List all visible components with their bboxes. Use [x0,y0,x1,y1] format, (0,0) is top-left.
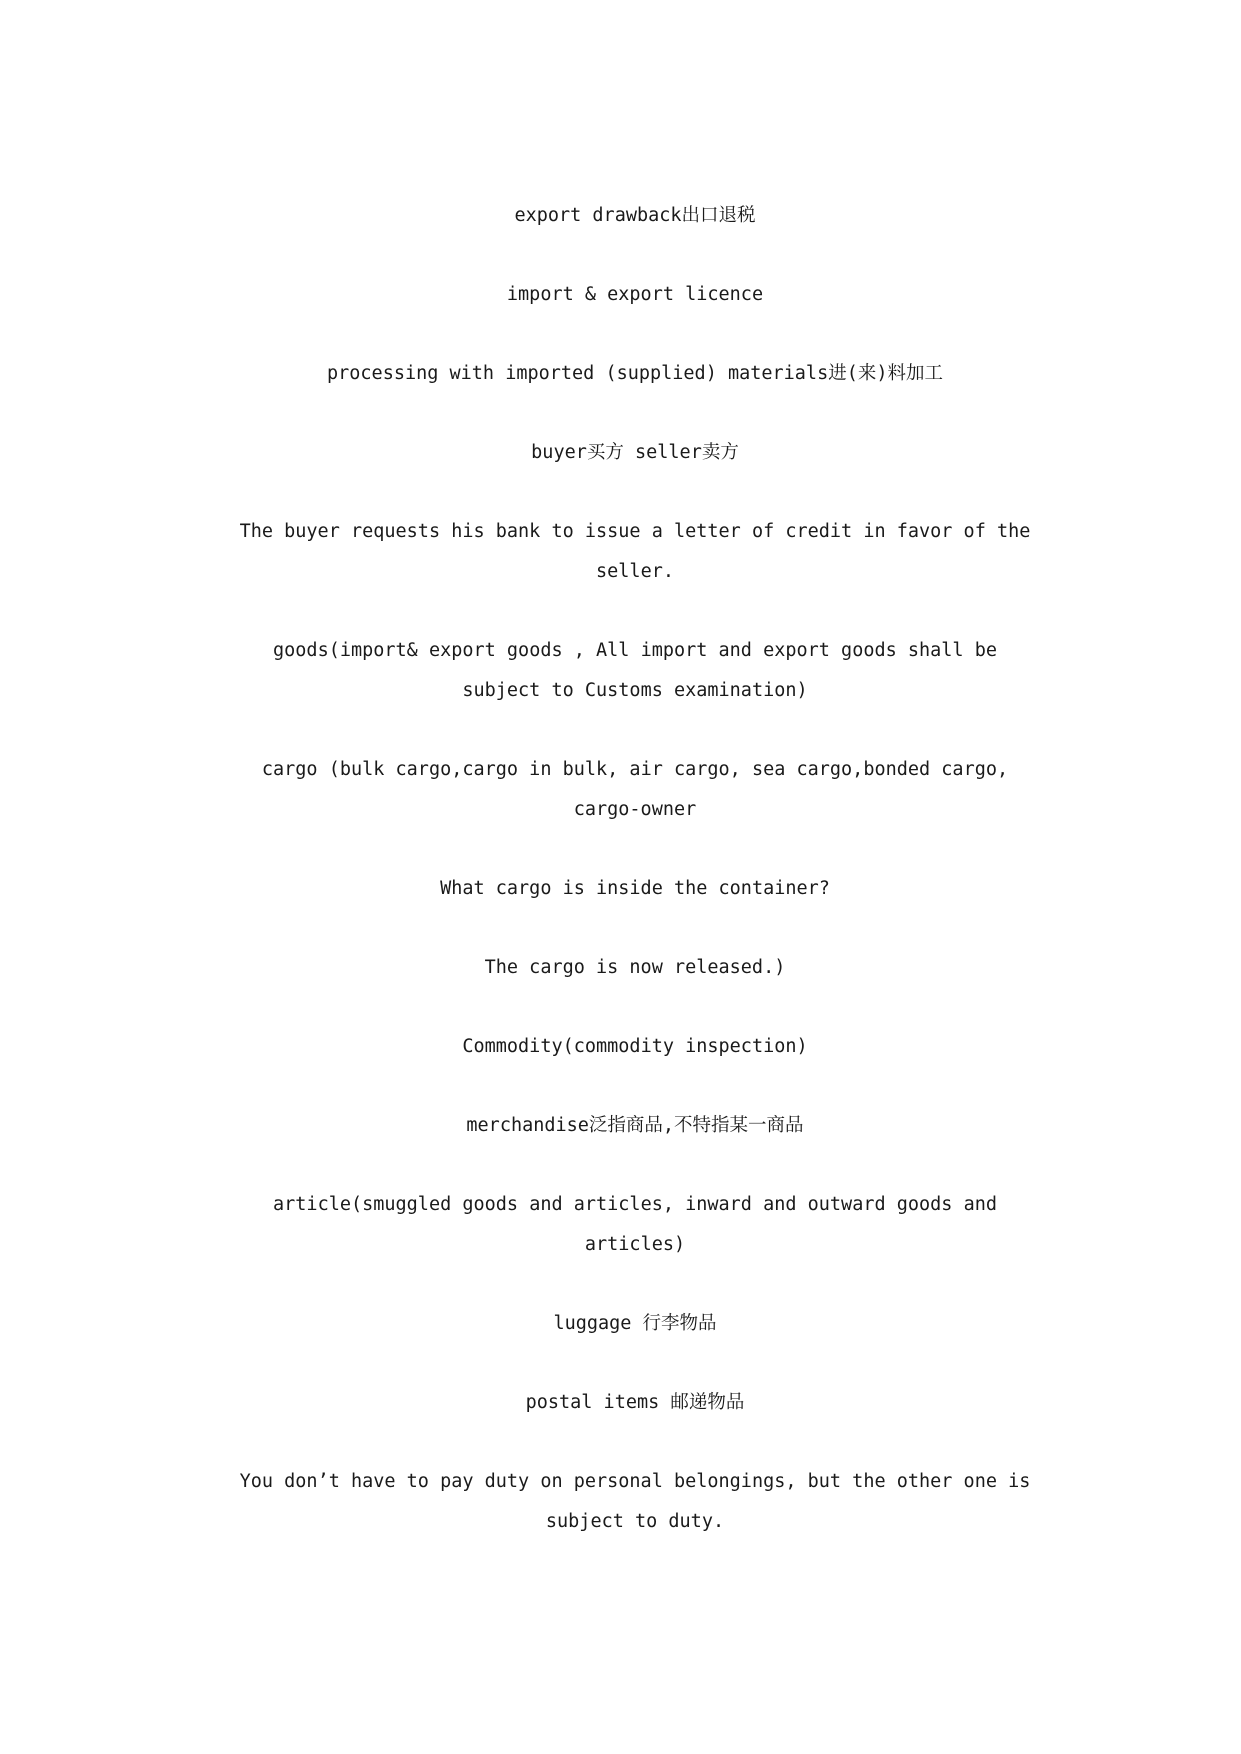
paragraph-export-drawback: export drawback出口退税 [514,205,756,226]
paragraph-goods: goods(import& export goods , All import and export goods shall be subject to Customs examination) [273,640,997,701]
paragraph-merchandise: merchandise泛指商品,不特指某一商品 [466,1115,804,1136]
paragraph-cargo: cargo (bulk cargo,cargo in bulk, air cargo, sea cargo,bonded cargo, cargo-owner [261,759,1009,820]
paragraph-cargo-released: The cargo is now released.) [484,957,786,978]
paragraph-postal-items: postal items 邮递物品 [525,1392,745,1413]
paragraph-commodity: Commodity(commodity inspection) [462,1036,808,1057]
paragraph-duty: You don’t have to pay duty on personal belongings, but the other one is subject to duty. [239,1471,1031,1532]
paragraph-import-export-licence: import & export licence [506,284,764,305]
paragraph-letter-of-credit: The buyer requests his bank to issue a letter of credit in favor of the seller. [239,521,1031,582]
paragraph-cargo-question: What cargo is inside the container? [440,878,830,899]
paragraph-processing-materials: processing with imported (supplied) materials进(来)料加工 [327,363,943,384]
document-body [230,196,1040,1581]
paragraph-article: article(smuggled goods and articles, inward and outward goods and articles) [273,1194,997,1255]
paragraph-luggage: luggage 行李物品 [553,1313,717,1334]
paragraph-buyer-seller: buyer买方 seller卖方 [531,442,739,463]
